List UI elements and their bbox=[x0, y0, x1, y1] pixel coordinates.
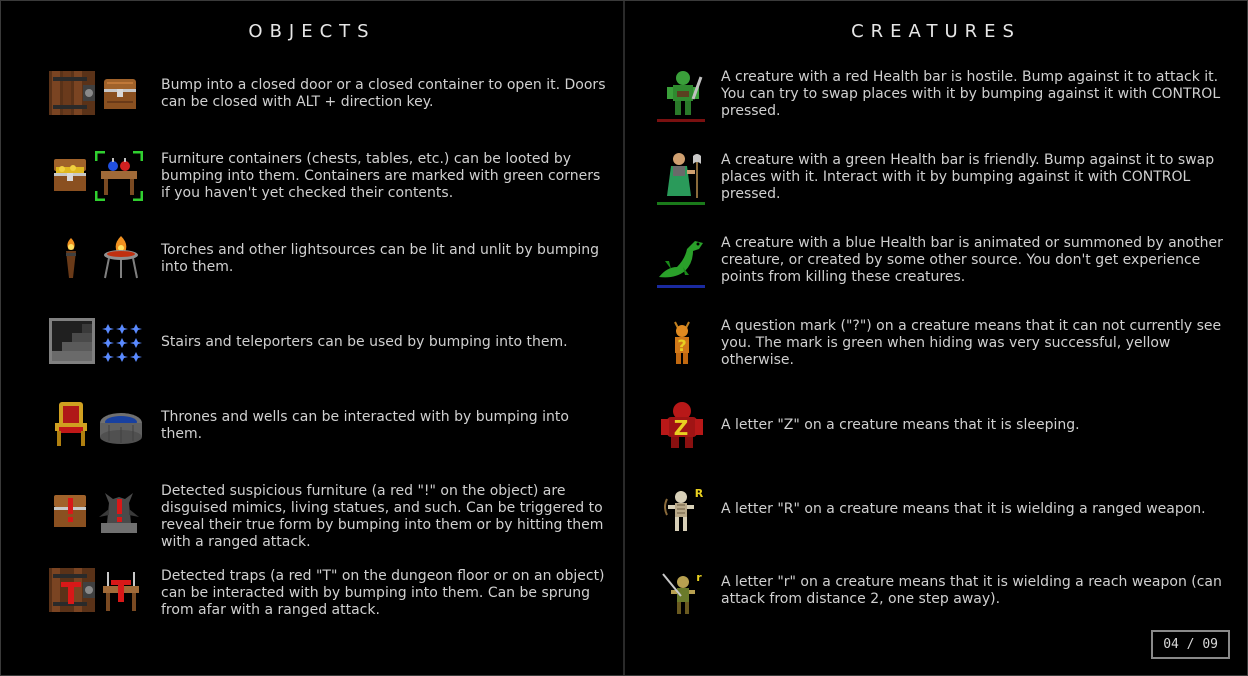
creatures-row-text: A question mark ("?") on a creature means that it can not currently see you. The mark is green when hiding was very successful, yellow otherwise. bbox=[721, 318, 1222, 368]
table-with-potions-icon bbox=[95, 151, 143, 201]
brazier-icon bbox=[101, 234, 141, 280]
spearman-icon bbox=[661, 570, 707, 616]
summoned-health-bar bbox=[657, 285, 705, 288]
chest-icon bbox=[103, 77, 137, 111]
hostile-health-bar bbox=[657, 119, 705, 122]
lizard-icon bbox=[657, 237, 705, 281]
objects-row-text: Detected traps (a red "T" on the dungeon floor or on an object) can be interacted with by bumping into them. Can be sprung from afar with a ranged attack. bbox=[161, 568, 605, 618]
friendly-health-bar bbox=[657, 202, 705, 205]
trapped-table-icon bbox=[99, 568, 143, 612]
halberdier-icon bbox=[661, 152, 705, 200]
skeleton-archer-icon bbox=[663, 485, 707, 533]
objects-row-text: Detected suspicious furniture (a red "!" on the object) are disguised mimics, living statues, and such. Can be triggered to reveal their true form by bumping into them or by hitting them with a ranged attack. bbox=[161, 483, 604, 550]
creatures-row-text: A creature with a blue Health bar is animated or summoned by another creature, or created by some other source. You don't get experience points from killing these creatures. bbox=[721, 235, 1223, 285]
objects-row-text: Thrones and wells can be interacted with by bumping into them. bbox=[161, 409, 569, 442]
ranged-marker: R bbox=[694, 487, 704, 500]
objects-row-text: Bump into a closed door or a closed container to open it. Doors can be closed with ALT + direction key. bbox=[161, 77, 606, 110]
door-icon bbox=[49, 71, 95, 115]
objects-heading: OBJECTS bbox=[248, 21, 376, 42]
objects-row-text: Stairs and teleporters can be used by bumping into them. bbox=[161, 334, 568, 350]
question-marker: ? bbox=[677, 336, 687, 355]
objects-panel bbox=[1, 1, 623, 675]
torch-icon bbox=[61, 236, 81, 280]
gargoyle-statue-icon bbox=[97, 489, 141, 533]
green-orc-icon bbox=[663, 69, 703, 117]
imp-icon bbox=[667, 320, 697, 366]
creatures-row-text: A creature with a green Health bar is friendly. Bump against it to swap places with it. Interact with it by bumping against it with CONTROL pressed. bbox=[721, 152, 1215, 202]
mimic-chest-icon bbox=[53, 493, 87, 529]
well-icon bbox=[99, 411, 143, 445]
teleporter-icon bbox=[101, 322, 143, 364]
trapped-door-icon bbox=[49, 568, 95, 612]
creatures-row-text: A creature with a red Health bar is hostile. Bump against it to attack it. You can try to swap places with it by bumping against it with CONTROL pressed. bbox=[721, 69, 1221, 119]
creatures-heading: CREATURES bbox=[851, 21, 1021, 42]
throne-icon bbox=[53, 401, 89, 447]
sleep-marker: Z bbox=[673, 416, 689, 440]
creatures-row-text: A letter "r" on a creature means that it is wielding a reach weapon (can attack from distance 2, one step away). bbox=[721, 574, 1222, 607]
creatures-row-text: A letter "Z" on a creature means that it is sleeping. bbox=[721, 417, 1080, 433]
creatures-panel bbox=[625, 1, 1247, 675]
page-counter: 04 / 09 bbox=[1151, 630, 1230, 659]
objects-row-text: Furniture containers (chests, tables, etc.) can be looted by bumping into them. Containers are marked with green corners if you haven't yet checked their contents. bbox=[161, 151, 601, 201]
creatures-row-text: A letter "R" on a creature means that it is wielding a ranged weapon. bbox=[721, 501, 1206, 517]
objects-row-text: Torches and other lightsources can be lit and unlit by bumping into them. bbox=[161, 242, 599, 275]
red-ogre-icon bbox=[659, 401, 705, 449]
reach-marker: r bbox=[696, 571, 702, 584]
gold-chest-icon bbox=[53, 157, 87, 193]
stairs-icon bbox=[49, 318, 95, 364]
